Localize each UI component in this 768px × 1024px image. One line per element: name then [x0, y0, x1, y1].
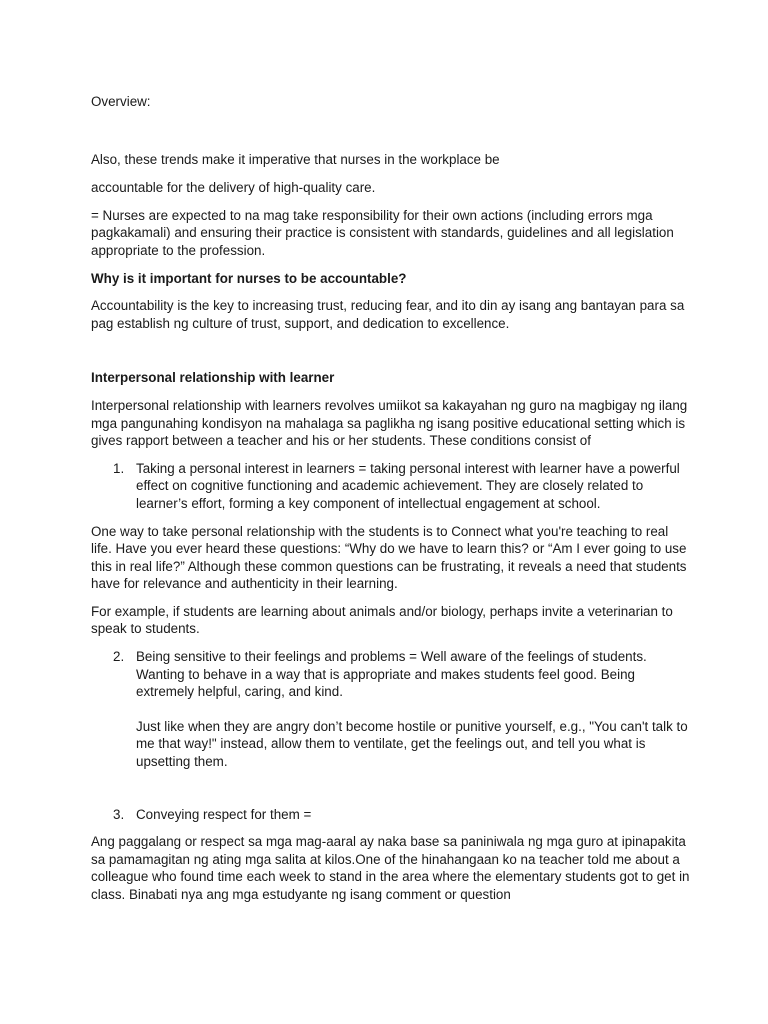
list-number: 3.	[113, 806, 125, 822]
paragraph-accountable: accountable for the delivery of high-quality care.	[91, 180, 376, 196]
document-page	[91, 93, 691, 904]
paragraph-for-example: For example, if students are learning about animals and/or biology, perhaps invite a veterinarian to speak to students.	[91, 603, 673, 637]
paragraph-nurses-expected: = Nurses are expected to na mag take responsibility for their own actions (including errors mga pagkakamali) and ensuring their practice is consistent with standards, guidelines and all legislation appropriate to the profession.	[91, 207, 674, 258]
heading-why-accountable: Why is it important for nurses to be accountable?	[91, 270, 407, 286]
overview-label: Overview:	[91, 94, 151, 109]
paragraph-interpersonal: Interpersonal relationship with learners revolves umiikot sa kakayahan ng guro na magbigay ng ilang mga pangunahing kondisyon na mahalaga sa paglikha ng isang positive educational setting which is gives rapport between a teacher and his or her students. These conditions consist of	[91, 397, 688, 449]
list-number: 2.	[113, 649, 125, 665]
paragraph-paggalang: Ang paggalang or respect sa mga mag-aaral ay naka base sa paniniwala ng mga guro at ipinapakita sa pamamagitan ng ating mga salita at kilos.One of the hinahangaan ko na teacher told me about a colleague who found time each week to stand in the area where the elementary students got to get in class. Binabati nya ang mga estudyante ng isang comment or question	[91, 834, 690, 902]
list-item-text: Taking a personal interest in learners = taking personal interest with learner have a powerful effect on cognitive functioning and academic achievement. They are closely related to learner’s effort, forming a key component of intellectual engagement at school.	[136, 460, 680, 511]
list-item-1	[91, 460, 691, 513]
list-item-extra-text: Just like when they are angry don’t become hostile or punitive yourself, e.g., "You can't talk to me that way!" instead, allow them to ventilate, get the feelings out, and tell you what is upsetting them.	[136, 718, 688, 770]
list-number: 1.	[113, 460, 125, 476]
paragraph-accountability-key: Accountability is the key to increasing trust, reducing fear, and ito din ay isang ang bantayan para sa pag establish ng culture of trust, support, and dedication to excellence.	[91, 298, 685, 331]
list-item-text: Being sensitive to their feelings and problems = Well aware of the feelings of students. Wanting to behave in a way that is appropriate and makes students feel good. Being extremely helpful, caring, and kind.	[136, 649, 647, 700]
list-item-3	[91, 806, 691, 824]
list-item-2	[91, 648, 691, 771]
heading-interpersonal-relationship: Interpersonal relationship with learner	[91, 370, 335, 386]
paragraph-one-way: One way to take personal relationship with the students is to Connect what you're teaching to real life. Have you ever heard these questions: “Why do we have to learn this? or “Am I ever going to use this in real life?” Although these common questions can be frustrating, it reveals a need that students have for relevance and authenticity in their learning.	[91, 523, 687, 592]
paragraph-trends: Also, these trends make it imperative that nurses in the workplace be	[91, 151, 500, 167]
list-item-text: Conveying respect for them =	[136, 806, 312, 822]
